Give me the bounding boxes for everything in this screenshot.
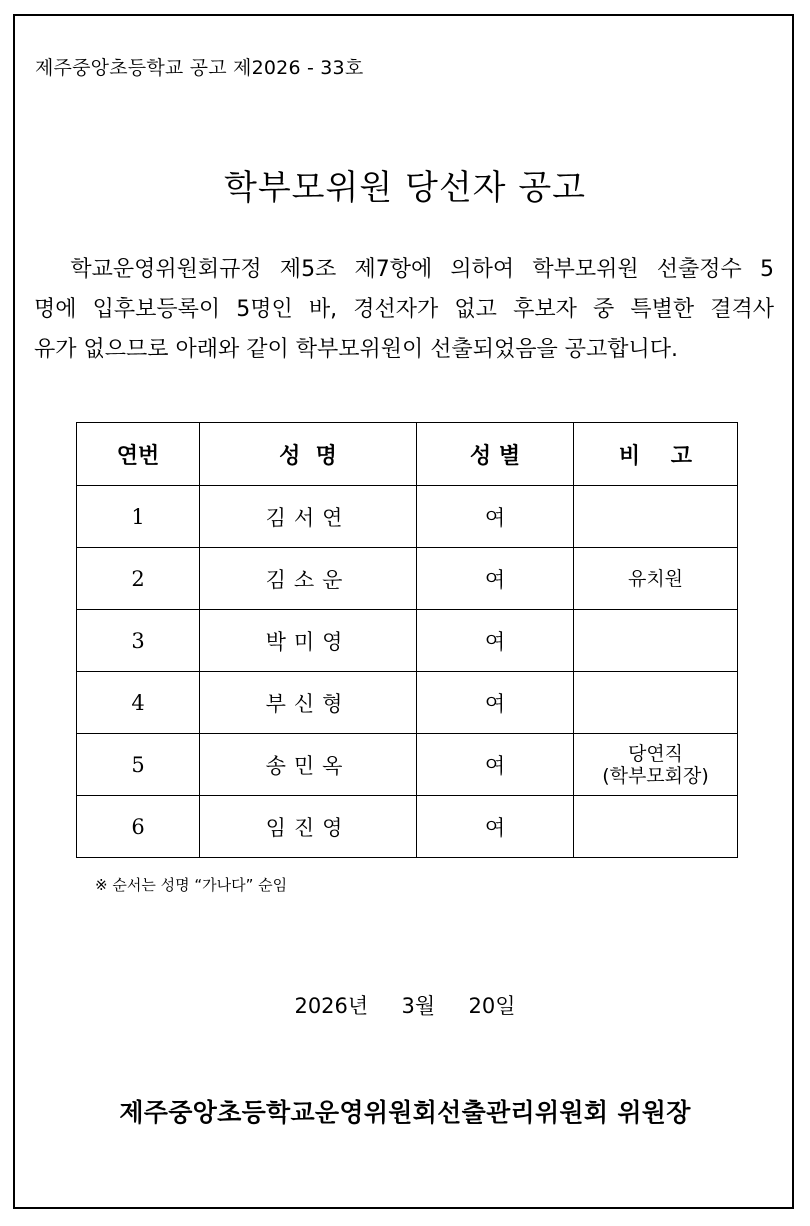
cell-remarks (574, 548, 738, 610)
page-title: 학부모위원 당선자 공고 (223, 168, 587, 208)
column-header-number: 연번 (77, 423, 200, 486)
cell-name: 김소운 (200, 548, 417, 610)
notice-number: 제주중앙초등학교 공고 제2026 - 33호 (35, 57, 364, 79)
announcement-body (34, 250, 774, 370)
issuer-signature: 제주중앙초등학교운영위원회선출관리위원회 위원장 (119, 1098, 691, 1127)
cell-gender: 여 (417, 796, 574, 858)
body-line: 학교운영위원회규정 제5조 제7항에 의하여 학부모위원 선출정수 5 (34, 257, 774, 282)
body-line: 명에 입후보등록이 5명인 바, 경선자가 없고 후보자 중 특별한 결격사 (34, 297, 774, 322)
cell-remarks (574, 796, 738, 858)
cell-number: 1 (77, 486, 200, 548)
cell-gender: 여 (417, 672, 574, 734)
cell-remarks (574, 734, 738, 796)
remarks-line: (학부모회장) (602, 764, 709, 787)
remarks-line: 당연직 (627, 742, 684, 765)
body-line: 유가 없으므로 아래와 같이 학부모위원이 선출되었음을 공고합니다. (34, 337, 679, 362)
cell-number: 5 (77, 734, 200, 796)
cell-name: 박미영 (200, 610, 417, 672)
cell-number: 4 (77, 672, 200, 734)
table-row (77, 486, 738, 548)
cell-name: 송민옥 (200, 734, 417, 796)
cell-number: 2 (77, 548, 200, 610)
table-body (77, 486, 738, 858)
cell-number: 3 (77, 610, 200, 672)
cell-name: 임진영 (200, 796, 417, 858)
cell-name: 부신형 (200, 672, 417, 734)
cell-gender: 여 (417, 486, 574, 548)
cell-remarks (574, 486, 738, 548)
remarks-line: 유치원 (627, 567, 684, 590)
cell-number: 6 (77, 796, 200, 858)
cell-gender: 여 (417, 548, 574, 610)
table-row (77, 672, 738, 734)
cell-remarks (574, 672, 738, 734)
column-header-name: 성 명 (200, 423, 417, 486)
table-row (77, 610, 738, 672)
cell-name: 김서연 (200, 486, 417, 548)
table-footnote: ※ 순서는 성명 “가나다” 순임 (95, 876, 288, 894)
cell-remarks (574, 610, 738, 672)
column-header-remarks: 비 고 (574, 423, 738, 486)
column-header-gender: 성 별 (417, 423, 574, 486)
table-row (77, 734, 738, 796)
elected-members-table (76, 422, 738, 858)
cell-gender: 여 (417, 610, 574, 672)
table-row (77, 796, 738, 858)
table-header-row (77, 423, 738, 486)
announcement-date: 2026년 3월 20일 (294, 994, 516, 1018)
cell-gender: 여 (417, 734, 574, 796)
table-row (77, 548, 738, 610)
